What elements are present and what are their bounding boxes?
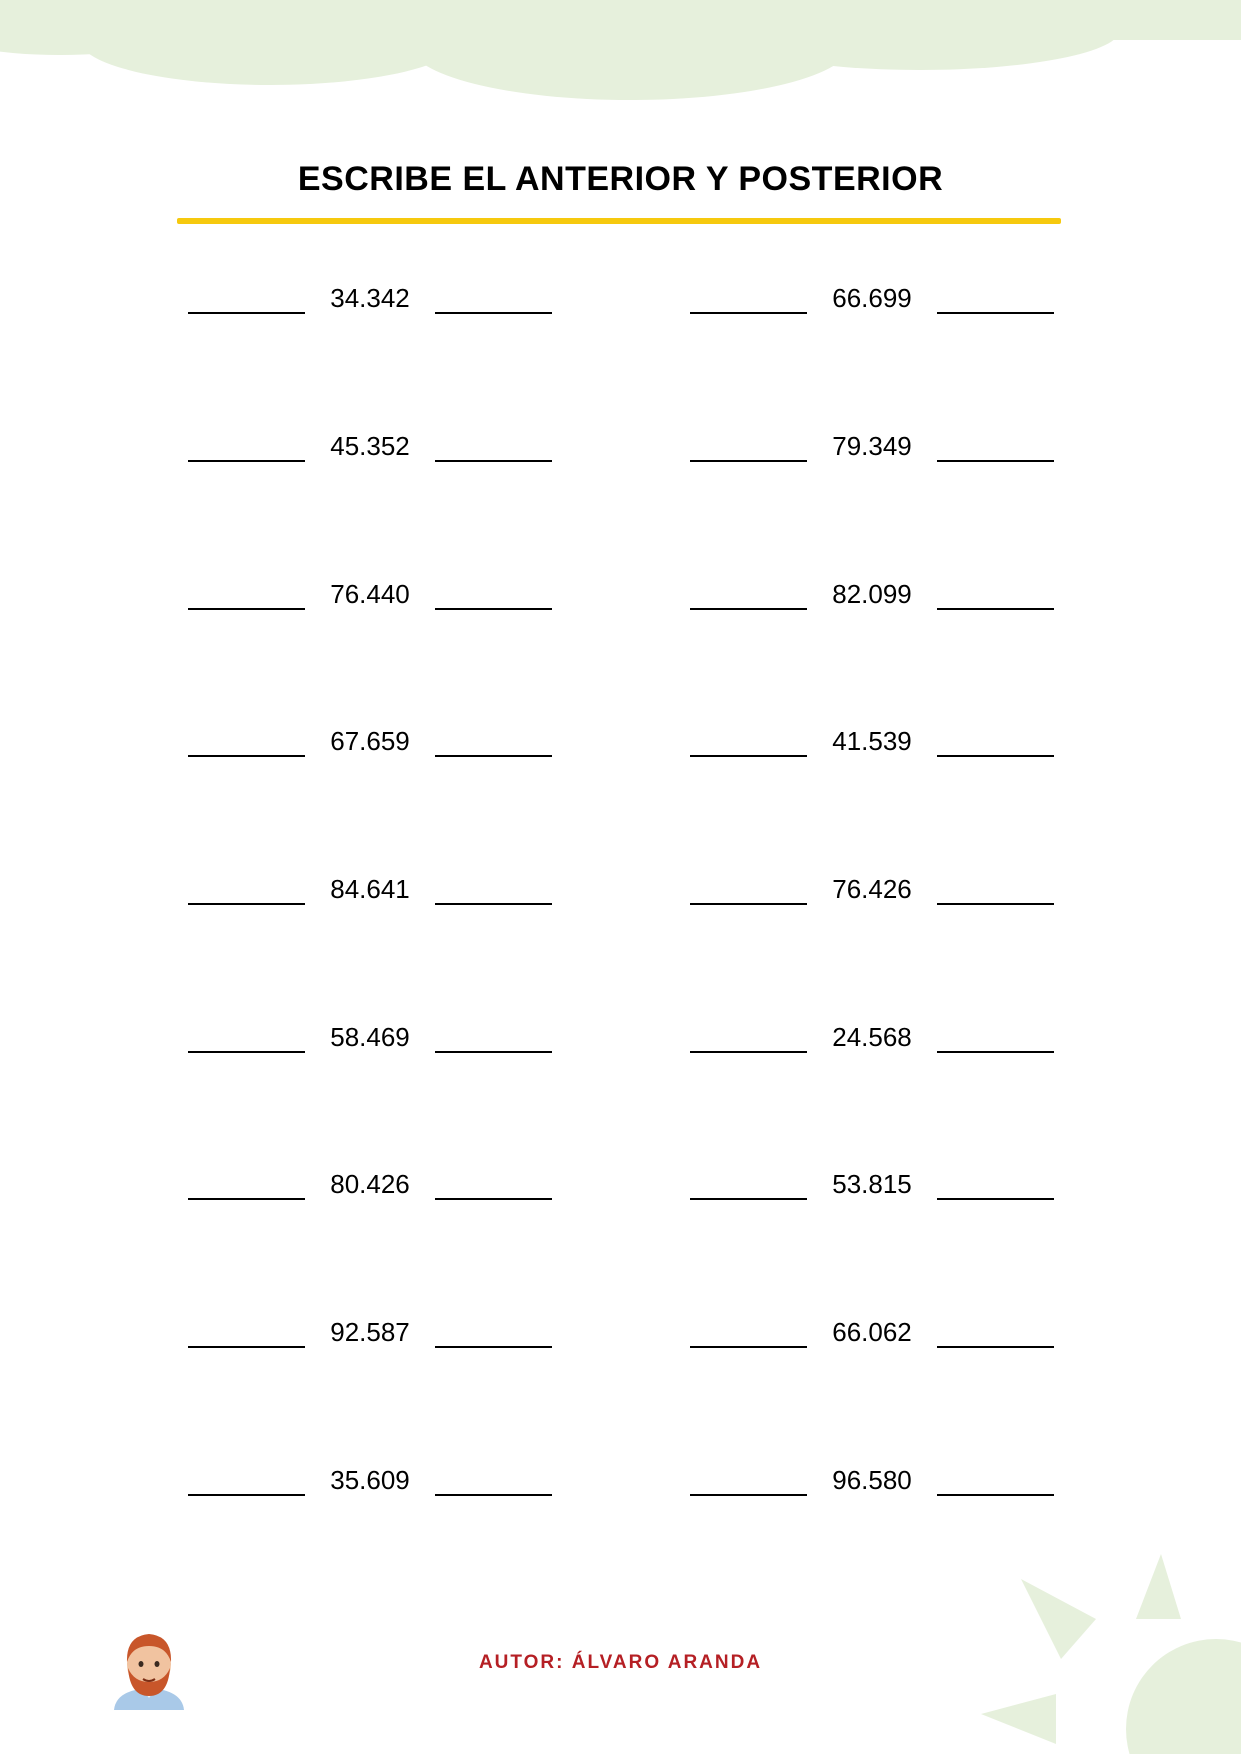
number: 92.587 [330,1317,410,1347]
exercise-item [188,1452,552,1496]
answer-blank-after[interactable] [937,282,1054,314]
answer-blank-after[interactable] [435,282,552,314]
answer-blank-before[interactable] [188,1168,305,1200]
answer-blank-after[interactable] [435,1021,552,1053]
answer-blank-after[interactable] [937,578,1054,610]
number: 66.699 [832,283,912,313]
number: 79.349 [832,431,912,461]
exercise-row [0,270,1241,330]
answer-blank-before[interactable] [188,1021,305,1053]
answer-blank-after[interactable] [435,1316,552,1348]
number: 45.352 [330,431,410,461]
answer-blank-before[interactable] [690,1021,807,1053]
number: 58.469 [330,1022,410,1052]
exercise-row [0,1009,1241,1069]
number: 84.641 [330,874,410,904]
exercise-item [690,1009,1054,1053]
exercise-row [0,861,1241,921]
number: 53.815 [832,1169,912,1199]
answer-blank-before[interactable] [188,1464,305,1496]
exercise-item [188,566,552,610]
sun-decoration [981,1504,1241,1754]
answer-blank-after[interactable] [435,1168,552,1200]
number: 24.568 [832,1022,912,1052]
answer-blank-before[interactable] [188,725,305,757]
answer-blank-before[interactable] [188,578,305,610]
title-underline [177,218,1061,224]
answer-blank-after[interactable] [937,1464,1054,1496]
answer-blank-after[interactable] [937,873,1054,905]
answer-blank-before[interactable] [188,1316,305,1348]
exercise-item [188,713,552,757]
exercise-item [188,1009,552,1053]
number: 34.342 [330,283,410,313]
answer-blank-after[interactable] [937,725,1054,757]
exercise-item [188,861,552,905]
answer-blank-before[interactable] [690,1464,807,1496]
exercise-item [690,418,1054,462]
exercise-item [690,713,1054,757]
exercise-item [690,1452,1054,1496]
number: 96.580 [832,1465,912,1495]
exercise-row [0,713,1241,773]
answer-blank-after[interactable] [435,873,552,905]
exercise-item [690,1156,1054,1200]
exercise-item [188,1156,552,1200]
answer-blank-after[interactable] [435,578,552,610]
exercise-item [188,270,552,314]
exercise-item [690,270,1054,314]
answer-blank-after[interactable] [435,725,552,757]
number: 76.440 [330,579,410,609]
answer-blank-before[interactable] [690,430,807,462]
exercise-item [188,1304,552,1348]
answer-blank-after[interactable] [435,1464,552,1496]
exercise-row [0,418,1241,478]
exercise-item [690,566,1054,610]
answer-blank-after[interactable] [937,430,1054,462]
answer-blank-after[interactable] [937,1316,1054,1348]
number: 41.539 [832,726,912,756]
exercise-row [0,566,1241,626]
number: 82.099 [832,579,912,609]
cloud-decoration [0,0,1241,110]
exercise-row [0,1304,1241,1364]
exercise-item [188,418,552,462]
exercise-item [690,1304,1054,1348]
number: 66.062 [832,1317,912,1347]
answer-blank-after[interactable] [937,1168,1054,1200]
answer-blank-before[interactable] [690,1316,807,1348]
exercise-item [690,861,1054,905]
author-credit: AUTOR: ÁLVARO ARANDA [478,1652,763,1673]
answer-blank-before[interactable] [690,1168,807,1200]
answer-blank-before[interactable] [690,725,807,757]
answer-blank-after[interactable] [937,1021,1054,1053]
answer-blank-before[interactable] [188,430,305,462]
answer-blank-before[interactable] [690,873,807,905]
answer-blank-before[interactable] [690,282,807,314]
exercise-row [0,1156,1241,1216]
number: 35.609 [330,1465,410,1495]
number: 80.426 [330,1169,410,1199]
number: 76.426 [832,874,912,904]
answer-blank-before[interactable] [188,873,305,905]
number: 67.659 [330,726,410,756]
exercise-row [0,1452,1241,1512]
answer-blank-before[interactable] [690,578,807,610]
answer-blank-before[interactable] [188,282,305,314]
page-title: ESCRIBE EL ANTERIOR Y POSTERIOR [297,160,944,198]
answer-blank-after[interactable] [435,430,552,462]
